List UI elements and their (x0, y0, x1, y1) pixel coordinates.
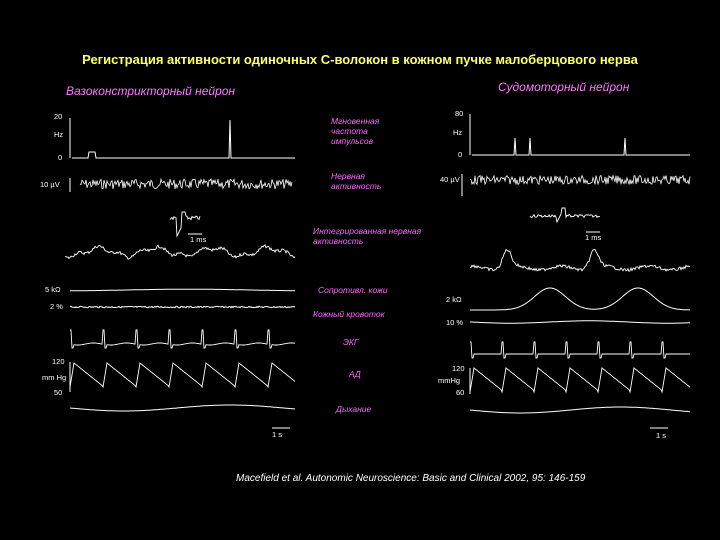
label-skin-blood-flow: Кожный кровоток (313, 309, 385, 319)
label-skin-resistance: Сопротивл. кожи (318, 285, 388, 295)
left-nerve-scale: 10 µV (40, 180, 60, 189)
left-rate-unit: Hz (54, 130, 64, 139)
left-bp-trace (70, 363, 295, 387)
left-resp-trace (70, 405, 295, 411)
left-flow-trace (70, 306, 295, 307)
right-rate-trace (472, 138, 690, 155)
right-bp-bottom: 60 (456, 388, 465, 397)
right-flow-trace (470, 321, 690, 323)
left-rate-bottom: 0 (58, 153, 63, 162)
label-bp: АД (349, 369, 361, 379)
right-rate-top: 80 (455, 109, 464, 118)
right-nerve-scale: 40 µV (440, 175, 460, 184)
left-integrated-trace (65, 245, 295, 259)
left-ecg-trace (70, 330, 295, 348)
left-spike-inset (170, 212, 200, 236)
label-integrated: Интегрированная нервная активность (313, 226, 422, 246)
left-bp-bottom: 50 (54, 388, 63, 397)
left-rate-top: 20 (54, 112, 63, 121)
label-respiration: Дыхание (336, 404, 372, 414)
right-flow-scale: 10 % (446, 318, 464, 327)
right-bp-top: 120 (452, 364, 465, 373)
right-resist-trace (470, 288, 690, 310)
right-resist-scale: 2 kΩ (446, 295, 462, 304)
label-inst-rate: Мгновенная частота импульсов (331, 116, 380, 146)
right-bp-trace (470, 368, 690, 392)
left-rate-trace (72, 120, 295, 158)
slide-title: Регистрация активности одиночных С-волокон в кожном пучке малоберцового нерва (82, 52, 638, 67)
citation: Macefield et al. Autonomic Neuroscience: Basic and Clinical 2002, 95: 146-159 (236, 473, 586, 484)
sudomotor-header: Судомоторный нейрон (498, 80, 630, 94)
right-rate-bottom: 0 (458, 150, 463, 159)
left-bp-unit: mm Hg (42, 373, 67, 382)
left-bp-top: 120 (52, 357, 65, 366)
left-time-scale: 1 s (272, 430, 283, 439)
right-integrated-trace (470, 250, 690, 272)
left-ms-scale: 1 ms (190, 235, 207, 244)
right-ms-scale: 1 ms (585, 233, 602, 242)
right-bp-unit: mmHg (438, 376, 461, 385)
left-resist-scale: 5 kΩ (45, 285, 61, 294)
left-nerve-trace (80, 179, 292, 189)
right-time-scale: 1 s (656, 431, 667, 440)
right-resp-trace (470, 407, 690, 413)
right-spike-inset (530, 208, 600, 222)
label-ecg: ЭКГ (343, 337, 359, 347)
left-flow-scale: 2 % (50, 302, 63, 311)
label-nerve-activity: Нервная активность (331, 171, 382, 191)
vasoconstrictor-header: Вазоконстрикторный нейрон (66, 84, 236, 98)
right-nerve-trace (470, 176, 690, 185)
right-rate-unit: Hz (453, 128, 463, 137)
right-ecg-trace (470, 342, 690, 358)
left-resist-trace (70, 289, 295, 291)
